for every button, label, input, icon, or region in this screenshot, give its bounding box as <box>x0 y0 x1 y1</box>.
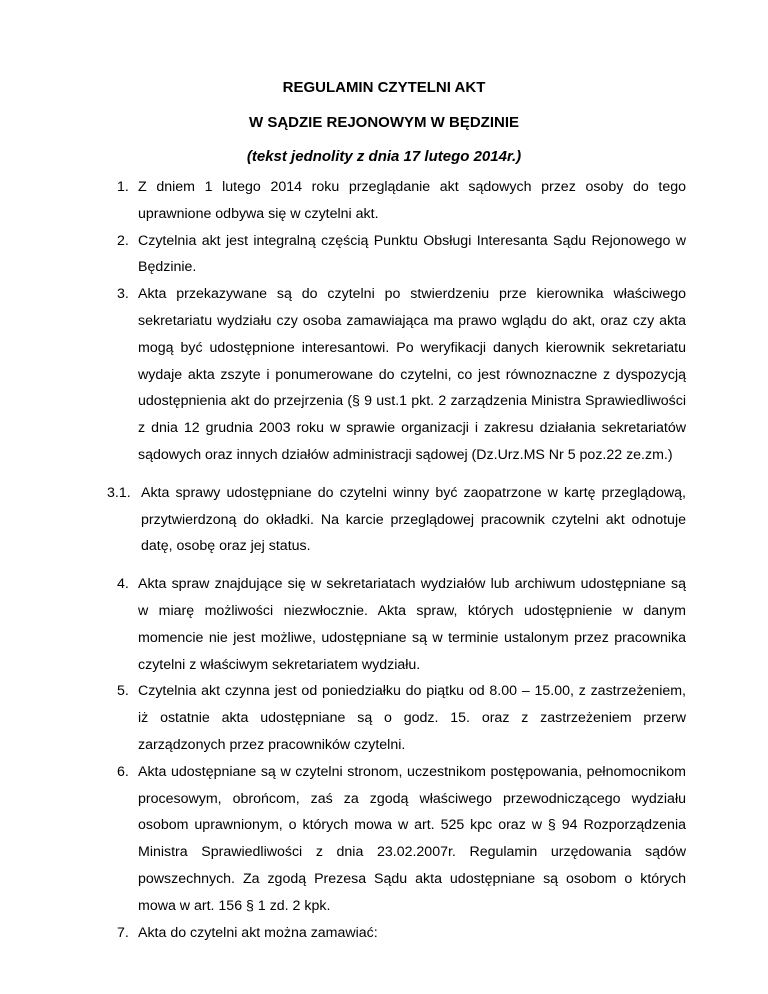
document-court-name: W SĄDZIE REJONOWYM W BĘDZINIE <box>249 114 519 131</box>
item-number: 3. <box>117 286 129 303</box>
item-number: 1. <box>117 179 129 195</box>
regulation-list <box>0 174 768 946</box>
regulation-item-7 <box>0 920 768 947</box>
regulation-item-2 <box>0 228 768 282</box>
regulation-item-1 <box>0 174 768 228</box>
item-number: 2. <box>117 232 129 249</box>
item-text: Czytelnia akt czynna jest od poniedziałku do piątku od 8.00 – 15.00, z zastrzeżeniem, iż ostatnie akta udostępniane są o godz. 15. oraz z zastrzeżeniem przerw zarządzonych przez pracowników czytelni. <box>138 683 686 753</box>
regulation-item-3-1 <box>0 480 768 560</box>
item-number: 6. <box>117 763 129 780</box>
item-number: 5. <box>117 683 129 700</box>
regulation-item-3 <box>0 281 768 469</box>
item-text: Czytelnia akt jest integralną częścią Punktu Obsługi Interesanta Sądu Rejonowego w Będzinie. <box>138 232 686 276</box>
item-text: Akta spraw znajdujące się w sekretariatach wydziałów lub archiwum udostępniane są w miarę możliwości niezwłocznie. Akta spraw, których udostępnienie w danym momencie nie jest możliwe, udostępniane są w terminie ustalonym przez pracownika czytelni z właściwym sekretariatem wydziału. <box>138 576 686 673</box>
item-number: 7. <box>117 924 129 941</box>
item-number: 3.1. <box>107 484 131 501</box>
item-text: Akta do czytelni akt można zamawiać: <box>138 924 378 941</box>
item-text: Akta udostępniane są w czytelni stronom, uczestnikom postępowania, pełnomocnikom procesowym, obrońcom, zaś za zgodą właściwego przewodniczącego wydziału osobom uprawnionym, o których mowa w art. 525 kpc oraz w § 94 Rozporządzenia Ministra Sprawiedliwości z dnia 23.02.2007r. Regulamin urzędowania sądów powszechnych. Za zgodą Prezesa Sądu akta udostępniane są osobom o których mowa w art. 156 § 1 zd. 2 kpk. <box>138 763 686 914</box>
item-text: Z dniem 1 lutego 2014 roku przeglądanie akt sądowych przez osoby do tego uprawnione odbywa się w czytelni akt. <box>138 179 686 222</box>
item-number: 4. <box>117 576 129 593</box>
item-text: Akta przekazywane są do czytelni po stwierdzeniu prze kierownika właściwego sekretariatu wydziału czy osoba zamawiająca ma prawo wglądu do akt, oraz czy akta mogą być udostępnione interesantowi. Po weryfikacji danych kierownik sekretariatu wydaje akta zszyte i ponumerowane do czytelni, co jest równoznaczne z dyspozycją udostępnienia akt do przejrzenia (§ 9 ust.1 pkt. 2 zarządzenia Ministra Sprawiedliwości z dnia 12 grudnia 2003 roku w sprawie organizacji i zakresu działania sekretariatów sądowych oraz innych działów administracji sądowej (Dz.Urz.MS Nr 5 poz.22 ze.zm.) <box>138 286 686 463</box>
item-text: Akta sprawy udostępniane do czytelni winny być zaopatrzone w kartę przeglądową, przytwierdzoną do okładki. Na karcie przeglądowej pracownik czytelni akt odnotuje datę, osobę oraz jej status. <box>141 484 686 555</box>
document-subtitle: (tekst jednolity z dnia 17 lutego 2014r.) <box>246 148 522 165</box>
regulation-item-4 <box>0 571 768 678</box>
regulation-item-6 <box>0 759 768 920</box>
document-title: REGULAMIN CZYTELNI AKT <box>282 79 486 96</box>
regulation-item-5 <box>0 678 768 758</box>
